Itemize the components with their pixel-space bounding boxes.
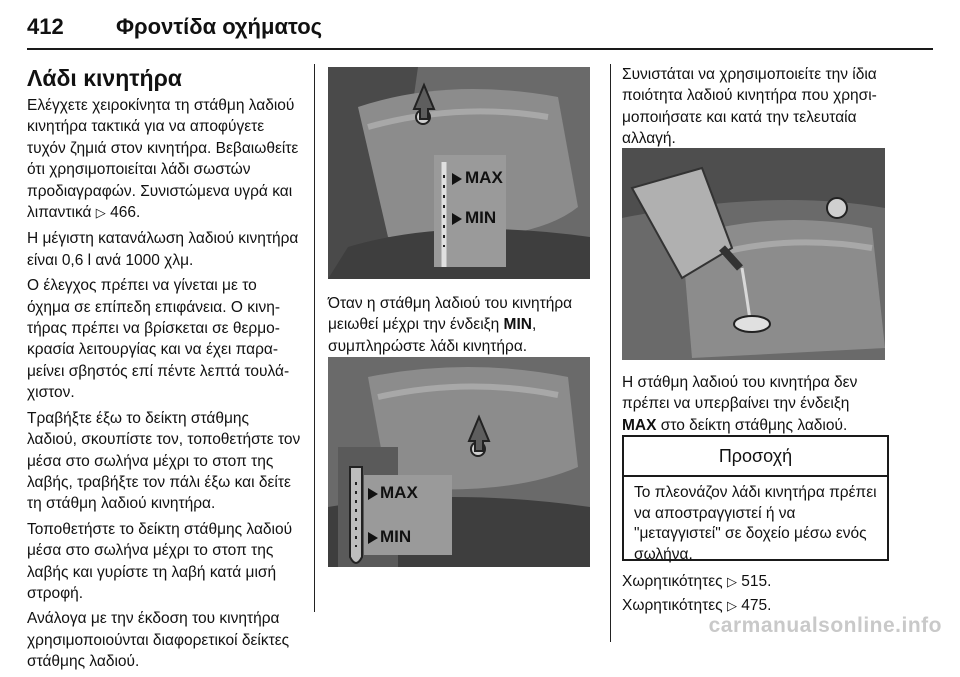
capacities-reference-1: Χωρητικότητες ▷ 515. xyxy=(622,573,772,590)
paragraph-level-surface: Ο έλεγχος πρέπει να γίνεται με το όχημα σε επίπεδη επιφάνεια. Ο κινητήρας πρέπει να βρίσκεται σε θερμοκρασία λειτουργίας και να έχει παραμείνει σβηστός επί πέντε λεπτά τουλάχιστον. xyxy=(27,277,290,402)
min-mark-label: MIN xyxy=(465,208,497,227)
paragraph-pull-dipstick: Τραβήξτε έξω το δείκτη στάθμης λαδιού, σκουπίστε τον, τοποθετήστε τον μέσα στο σωλήνα μέχρι το στοπ της λαβής, τραβήξτε τον πάλι έξω και δείτε τη στάθμη λαδιού κινητήρα. xyxy=(27,409,301,513)
min-mark-label: MIN xyxy=(380,527,412,546)
column-oil-fill xyxy=(622,64,892,154)
caption-min-level: Όταν η στάθμη λαδιού του κινητήρα μειωθεί μέχρι την ένδειξη MIN, συμπληρώστε λάδι κινητήρα. xyxy=(328,295,573,355)
page-title: Φροντίδα οχήματος xyxy=(116,14,323,39)
max-mark-label: MAX xyxy=(380,483,418,502)
page-number: 412 xyxy=(27,14,64,39)
caption-max-level: Η στάθμη λαδιού του κινητήρα δεν πρέπει να υπερβαίνει την ένδειξη MAX στο δείκτη στάθμης λαδιού. xyxy=(622,374,858,434)
section-heading: Λάδι κινητήρα xyxy=(27,65,182,91)
paragraph-same-oil: Συνιστάται να χρησιμοποιείτε την ίδια ποιότητα λαδιού κινητήρα που χρησιμοποιήσατε και κατά την τελευταία αλλαγή. xyxy=(622,66,877,148)
page-reference: 466. xyxy=(110,204,141,222)
column-oil-text xyxy=(27,64,302,677)
paragraph-consumption: Η μέγιστη κατανάλωση λαδιού κινητήρα είναι 0,6 l ανά 1000 χλμ. xyxy=(27,230,299,269)
page-reference-icon: ▷ xyxy=(95,206,106,222)
column-divider xyxy=(314,64,315,612)
column-divider xyxy=(610,64,611,642)
notice-box xyxy=(622,435,889,561)
capacities-reference-2: Χωρητικότητες ▷ 475. xyxy=(622,597,772,614)
header-rule xyxy=(27,48,933,50)
paragraph-insert-dipstick: Τοποθετήστε το δείκτη στάθμης λαδιού μέσα στο σωλήνα μέχρι το στοπ της λαβής και γυρίστε τη λαβή κατά μισή στροφή. xyxy=(27,520,293,602)
oil-filling-illustration xyxy=(622,148,885,360)
page-reference-icon: ▷ xyxy=(726,575,737,590)
engine-dipstick-illustration-1 xyxy=(328,67,590,279)
notice-body: Το πλεονάζον λάδι κινητήρα πρέπει να αποστραγγιστεί ή να "μεταγγιστεί" σε δοχείο μέσω ενός σωλήνα. xyxy=(634,484,877,563)
paragraph-check-oil: Ελέγχετε χειροκίνητα τη στάθμη λαδιού κινητήρα τακτικά για να αποφύγετε τυχόν ζημιά στον κινητήρα. Βεβαιωθείτε ότι χρησιμοποιείται λάδι σωστών προδιαγραφών. Συνιστώμενα υγρά και λιπαντικά ▷ 466. xyxy=(27,97,299,222)
engine-dipstick-illustration-2 xyxy=(328,357,590,567)
page-reference-icon: ▷ xyxy=(726,599,737,614)
page-header xyxy=(0,0,960,62)
max-mark-label: MAX xyxy=(465,168,503,187)
notice-title: Προσοχή xyxy=(624,437,887,477)
paragraph-dipstick-variants: Ανάλογα με την έκδοση του κινητήρα χρησιμοποιούνται διαφορετικοί δείκτες στάθμης λαδιού. xyxy=(27,610,290,671)
watermark: carmanualsonline.info xyxy=(708,614,942,637)
